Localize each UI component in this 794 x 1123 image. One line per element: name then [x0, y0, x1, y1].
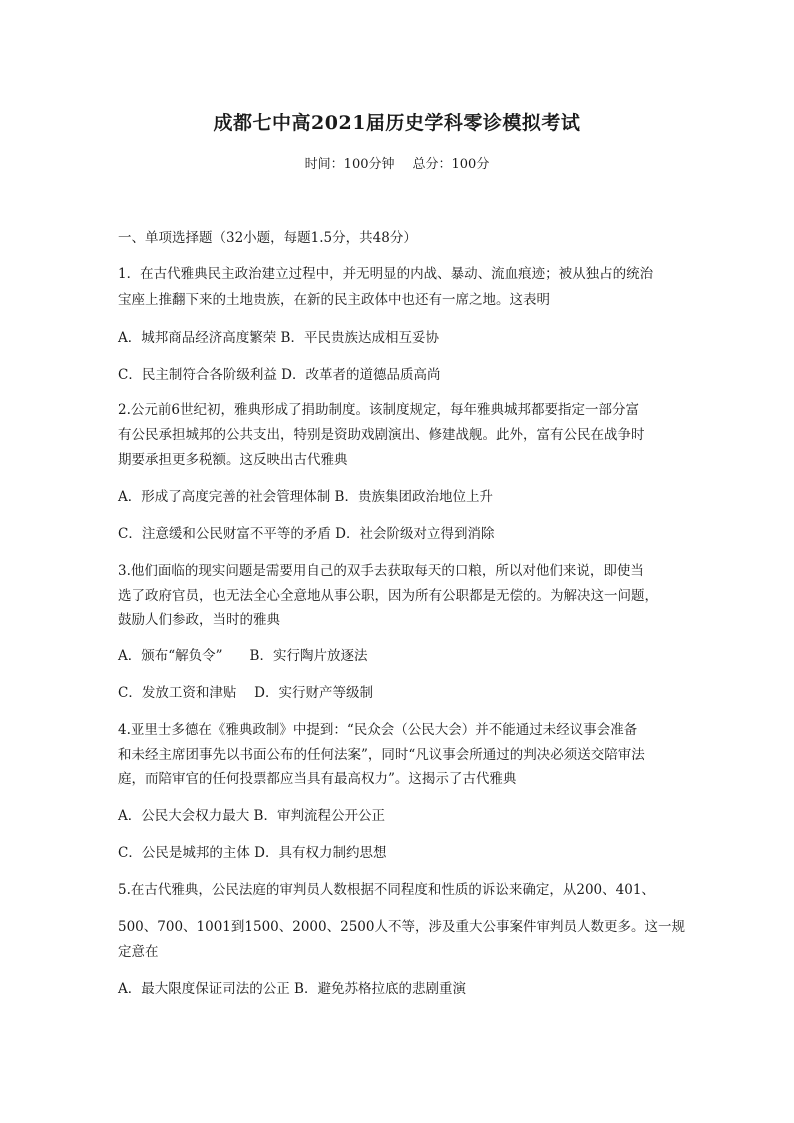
question-2-stem-line-3: 期要承担更多税额。这反映出古代雅典 — [118, 452, 348, 468]
question-3-stem-line-1: 3.他们面临的现实问题是需要用自己的双手去获取每天的口粮，所以对他们来说，即使当 — [118, 563, 644, 579]
question-5-options-ab: A．最大限度保证司法的公正 B．避免苏格拉底的悲剧重演 — [118, 981, 466, 997]
question-2-options-cd: C．注意缓和公民财富不平等的矛盾 D．社会阶级对立得到消除 — [118, 526, 495, 542]
question-4-options-cd: C．公民是城邦的主体 D．具有权力制约思想 — [118, 845, 387, 861]
question-1-stem-line-2: 宝座上推翻下来的土地贵族，在新的民主政体中也还有一席之地。这表明 — [118, 292, 550, 308]
question-3-stem-line-3: 鼓励人们参政，当时的雅典 — [118, 612, 280, 628]
question-3-options-cd: C．发放工资和津贴 D．实行财产等级制 — [118, 685, 373, 701]
exam-time: 时间：100分钟 — [304, 157, 395, 172]
question-4-options-ab: A．公民大会权力最大 B．审判流程公开公正 — [118, 808, 385, 824]
question-4-stem-line-2: 和未经主席团事先以书面公布的任何法案”，同时“凡议事会所通过的判决必须送交陪审法 — [118, 747, 645, 763]
question-1-options-ab: A．城邦商品经济高度繁荣 B．平民贵族达成相互妥协 — [118, 330, 439, 346]
question-1-stem-line-1: 1．在古代雅典民主政治建立过程中，并无明显的内战、暴动、流血痕迹；被从独占的统治 — [118, 266, 654, 282]
question-1-options-cd: C．民主制符合各阶级利益 D．改革者的道德品质高尚 — [118, 367, 441, 383]
section-heading: 一、单项选择题（32小题，每题1.5分，共48分） — [118, 230, 417, 246]
question-3-stem-line-2: 选了政府官员，也无法全心全意地从事公职，因为所有公职都是无偿的。为解决这一问题， — [118, 588, 658, 604]
question-5-stem-line-1: 5.在古代雅典，公民法庭的审判员人数根据不同程度和性质的诉讼来确定，从200、401、 — [118, 882, 655, 898]
exam-title: 成都七中高2021届历史学科零诊模拟考试 — [213, 112, 581, 134]
question-2-stem-line-2: 有公民承担城邦的公共支出，特别是资助戏剧演出、修建战舰。此外，富有公民在战争时 — [118, 427, 645, 443]
question-2-options-ab: A．形成了高度完善的社会管理体制 B．贵族集团政治地位上升 — [118, 489, 493, 505]
question-4-stem-line-3: 庭，而陪审官的任何投票都应当具有最高权力”。这揭示了古代雅典 — [118, 771, 517, 787]
exam-total-score: 总分：100分 — [412, 157, 490, 172]
question-4-stem-line-1: 4.亚里士多德在《雅典政制》中提到：“民众会（公民大会）并不能通过未经议事会准备 — [118, 722, 638, 738]
question-2-stem-line-1: 2.公元前6世纪初，雅典形成了捐助制度。该制度规定，每年雅典城邦都要指定一部分富 — [118, 402, 639, 418]
question-5-stem-line-3: 定意在 — [118, 944, 159, 960]
exam-info — [0, 153, 794, 172]
question-5-stem-line-2: 500、700、1001到1500、2000、2500人不等，涉及重大公事案件审判员人数更多。这一规 — [118, 919, 685, 935]
question-3-options-ab: A．颁布“解负令” B．实行陶片放逐法 — [118, 648, 368, 664]
